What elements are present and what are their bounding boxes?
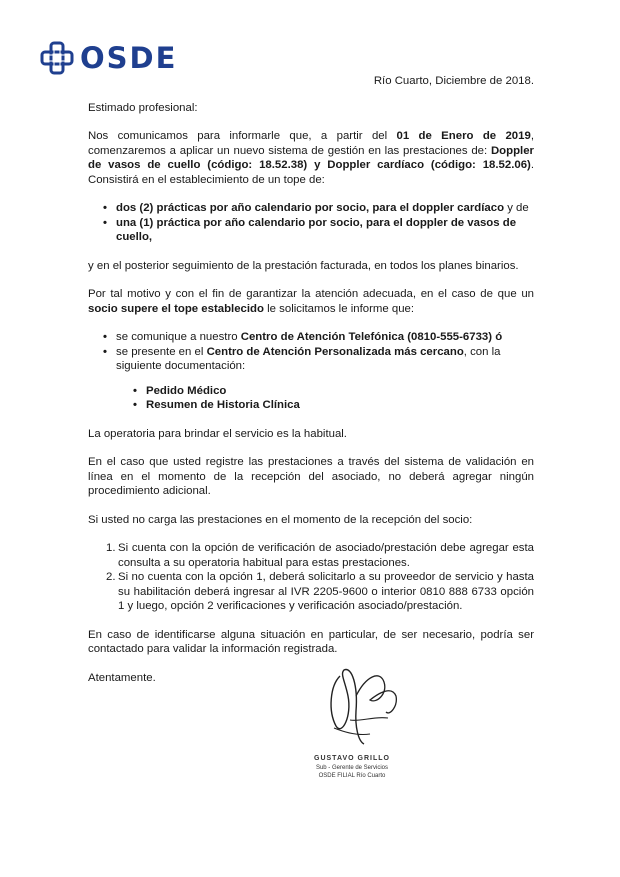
bold-text: Centro de Atención Telefónica (0810-555-6733) ó	[240, 331, 503, 343]
list-number: 2.	[106, 571, 116, 583]
no-load-paragraph: Si usted no carga las prestaciones en el momento de la recepción del socio:	[88, 513, 473, 526]
options-list	[88, 541, 534, 614]
list-item	[88, 570, 534, 614]
text-segment: y de	[504, 202, 529, 214]
steps-list	[88, 330, 534, 374]
logo-wordmark: OSDE	[80, 41, 178, 75]
text-segment: se presente en el	[116, 345, 207, 358]
contact-paragraph: En caso de identificarse alguna situación en particular, de ser necesario, podría ser contactado para validar la información registrada.	[88, 628, 534, 655]
text-segment: , con la siguiente documentación:	[116, 345, 501, 372]
list-item	[88, 345, 534, 374]
scope-paragraph: y en el posterior seguimiento de la prestación facturada, en todos los planes binarios.	[88, 259, 519, 272]
letter-body	[88, 74, 534, 685]
list-item	[88, 541, 534, 570]
bold-text: dos (2) prácticas por año calendario por socio, para el doppler cardíaco	[116, 202, 505, 214]
bold-text: una (1) práctica por año calendario por socio, para el doppler de vasos de cuello,	[116, 216, 517, 243]
greeting: Estimado profesional:	[88, 101, 198, 114]
handwritten-signature	[300, 656, 420, 756]
closing: Atentamente.	[88, 671, 156, 684]
documents-list	[118, 384, 534, 413]
bold-text: Centro de Atención Personalizada más cercano	[206, 345, 464, 358]
osde-logo	[40, 40, 177, 76]
text-segment: Por tal motivo y con el fin de garantizar la atención adecuada, en el caso de que un	[88, 288, 534, 300]
list-item: • Pedido Médico	[118, 384, 534, 399]
letter-date: Río Cuarto, Diciembre de 2018.	[373, 75, 534, 87]
list-number: 1.	[106, 542, 116, 554]
operation-paragraph: La operatoria para brindar el servicio es la habitual.	[88, 427, 347, 440]
osde-emblem-icon	[40, 41, 74, 75]
text-segment: . Consistirá en el establecimiento de un tope de:	[88, 159, 534, 186]
request-paragraph	[88, 287, 534, 316]
bold-text: Doppler de vasos de cuello (código: 18.52.38) y Doppler cardíaco (código: 18.52.06)	[88, 144, 534, 171]
signature-block	[296, 755, 408, 781]
list-item	[88, 216, 534, 245]
list-text: Si no cuenta con la opción 1, deberá solicitarlo a su proveedor de servicio y hasta su habilitación deberá ingresar al IVR 2205-9600 o interior 0810 888 6733 opción 1 y luego, opción 2 verificaciones y verificación asociado/prestación.	[118, 571, 534, 612]
list-text: Si cuenta con la opción de verificación de asociado/prestación debe agregar esta consulta a su operatoria habitual para estas prestaciones.	[118, 542, 534, 569]
text-segment: Nos comunicamos para informarle que, a partir del	[88, 130, 397, 142]
text-segment: , comenzaremos a aplicar un nuevo sistema de gestión en las prestaciones de:	[88, 130, 534, 157]
validation-paragraph: En el caso que usted registre las prestaciones a través del sistema de validación en línea en el momento de la recepción del asociado, no deberá agregar ningún procedimiento adicional.	[88, 456, 534, 497]
intro-paragraph	[88, 129, 534, 187]
limits-list	[88, 201, 534, 245]
list-item	[88, 201, 534, 216]
bold-text: socio supere el tope establecido	[88, 302, 264, 315]
bold-text: 01 de Enero de 2019	[396, 130, 531, 142]
list-item: • Resumen de Historia Clínica	[118, 398, 534, 413]
text-segment: le solicitamos le informe que:	[263, 302, 415, 315]
text-segment: se comunique a nuestro	[116, 331, 241, 343]
signatory-office: OSDE FILIAL Río Cuarto	[318, 773, 386, 779]
list-item	[88, 330, 534, 345]
signatory-role: Sub - Gerente de Servicios	[315, 764, 389, 771]
signatory-name: GUSTAVO GRILLO	[314, 755, 390, 762]
